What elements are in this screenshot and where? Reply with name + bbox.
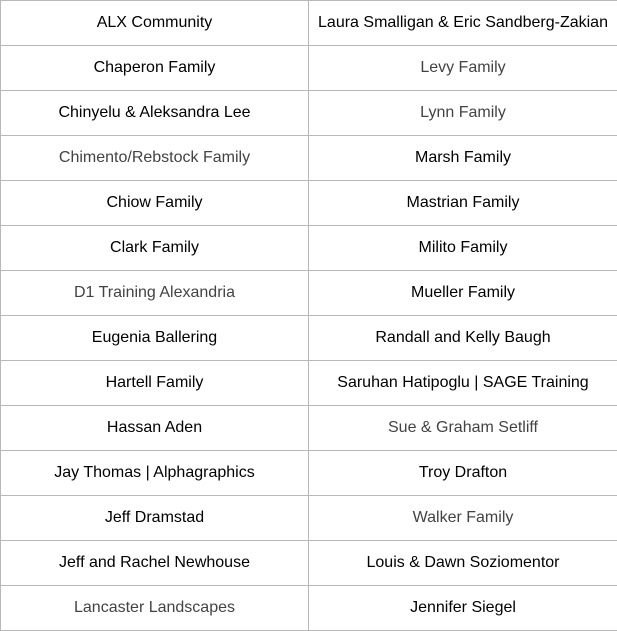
sponsor-name-right: Levy Family	[309, 46, 617, 91]
table-row	[1, 271, 617, 316]
table-row	[1, 46, 617, 91]
table-row	[1, 496, 617, 541]
table-row	[1, 406, 617, 451]
sponsor-table-body	[1, 1, 617, 631]
sponsor-name-left: Chimento/Rebstock Family	[1, 136, 309, 181]
sponsor-name-left: Hartell Family	[1, 361, 309, 406]
sponsor-name-right: Troy Drafton	[309, 451, 617, 496]
sponsor-name-right: Randall and Kelly Baugh	[309, 316, 617, 361]
sponsor-name-right: Marsh Family	[309, 136, 617, 181]
table-row	[1, 1, 617, 46]
sponsor-name-left: Jeff and Rachel Newhouse	[1, 541, 309, 586]
sponsor-name-left: D1 Training Alexandria	[1, 271, 309, 316]
sponsor-name-right: Lynn Family	[309, 91, 617, 136]
table-row	[1, 586, 617, 631]
sponsor-name-left: Chiow Family	[1, 181, 309, 226]
table-row	[1, 91, 617, 136]
sponsor-name-right: Walker Family	[309, 496, 617, 541]
table-row	[1, 361, 617, 406]
sponsor-name-right: Sue & Graham Setliff	[309, 406, 617, 451]
sponsor-name-right: Saruhan Hatipoglu | SAGE Training	[309, 361, 617, 406]
table-row	[1, 316, 617, 361]
sponsor-name-left: Jay Thomas | Alphagraphics	[1, 451, 309, 496]
sponsor-name-right: Milito Family	[309, 226, 617, 271]
table-row	[1, 136, 617, 181]
sponsor-name-right: Mueller Family	[309, 271, 617, 316]
table-row	[1, 181, 617, 226]
sponsor-name-left: Clark Family	[1, 226, 309, 271]
sponsor-name-left: Lancaster Landscapes	[1, 586, 309, 631]
sponsor-name-left: Hassan Aden	[1, 406, 309, 451]
sponsor-name-right: Louis & Dawn Soziomentor	[309, 541, 617, 586]
sponsor-name-left: ALX Community	[1, 1, 309, 46]
sponsor-name-right: Laura Smalligan & Eric Sandberg-Zakian	[309, 1, 617, 46]
sponsor-name-left: Chaperon Family	[1, 46, 309, 91]
table-row	[1, 226, 617, 271]
sponsor-name-left: Jeff Dramstad	[1, 496, 309, 541]
sponsor-name-left: Eugenia Ballering	[1, 316, 309, 361]
sponsor-name-right: Mastrian Family	[309, 181, 617, 226]
table-row	[1, 541, 617, 586]
table-row	[1, 451, 617, 496]
sponsor-name-left: Chinyelu & Aleksandra Lee	[1, 91, 309, 136]
sponsor-name-right: Jennifer Siegel	[309, 586, 617, 631]
